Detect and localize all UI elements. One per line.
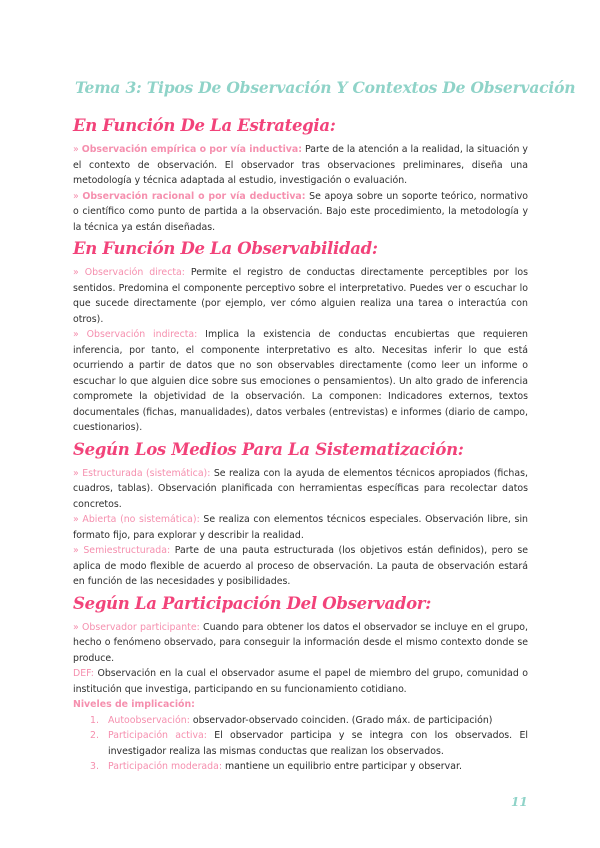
section-heading-observability: En Función De La Observabilidad: bbox=[73, 239, 378, 258]
list-text: El observador participa y se integra con los observados. El investigador realiza las mismas conductas que realizan los observados. bbox=[108, 730, 528, 757]
list-number: 1. bbox=[90, 714, 99, 726]
bullet-icon: » bbox=[73, 514, 79, 525]
list-text: observador-observado coinciden. (Grado máx. de participación) bbox=[189, 714, 493, 726]
section-heading-participation: Según La Participación Del Observador: bbox=[73, 593, 431, 613]
paragraph-direct bbox=[73, 265, 528, 327]
paragraph-rational bbox=[73, 189, 528, 236]
paragraph-semistructured bbox=[73, 543, 528, 590]
levels-title: Niveles de implicación: bbox=[73, 699, 195, 710]
paragraph-participant bbox=[73, 620, 528, 667]
definition-label: DEF: bbox=[73, 668, 94, 679]
bullet-icon: » bbox=[73, 545, 79, 556]
list-number: 3. bbox=[90, 761, 99, 772]
bullet-icon: » bbox=[73, 144, 79, 155]
list-item bbox=[73, 759, 528, 775]
term: Observación indirecta: bbox=[86, 329, 198, 340]
paragraph-indirect bbox=[73, 327, 528, 436]
term: Abierta (no sistemática): bbox=[82, 514, 200, 525]
page-content bbox=[73, 112, 528, 775]
paragraph-empirical bbox=[73, 142, 528, 189]
section-heading-strategy: En Función De La Estrategia: bbox=[73, 116, 336, 135]
levels-list bbox=[73, 713, 528, 775]
paragraph-text: Se realiza con la ayuda de elementos técnicos apropiados (fichas, cuadros, tablas). Observación planificada con herramientas específicas para recolectar datos concretos. bbox=[73, 467, 528, 510]
page-number: 11 bbox=[511, 795, 528, 809]
paragraph-text: Se apoya sobre un soporte teórico, normativo o científico como punto de partida a la observación. Bajo este procedimiento, la metodología y la técnica ya están diseñadas. bbox=[73, 190, 528, 233]
paragraph-text: Implica la existencia de conductas encubiertas que requieren inferencia, por tanto, el componente interpretativo es alto. Necesitas inferir lo que está ocurriendo a partir de datos que no son observables directamente (como leer un informe o escuchar lo que alguien dice sobre sus emociones o pensamientos). Un alto grado de inferencia compromete la objetividad de la observación. La componen: Indicadores externos, textos documentales (fichas, manualidades), datos verbales (entrevistas) e informes (diario de campo, cuestionarios). bbox=[73, 329, 528, 433]
bullet-icon: » bbox=[73, 190, 79, 202]
paragraph-text: Se realiza con elementos técnicos especiales. Observación libre, sin formato fijo, para explorar y describir la realidad. bbox=[73, 514, 528, 541]
section-heading-systematization: Según Los Medios Para La Sistematización: bbox=[73, 439, 464, 459]
bullet-icon: » bbox=[73, 621, 79, 633]
paragraph-definition bbox=[73, 666, 528, 697]
bullet-icon: » bbox=[73, 267, 79, 278]
term: Participación activa: bbox=[108, 730, 207, 741]
paragraph-text: Parte de la atención a la realidad, la situación y el contexto de observación. El observador tras observaciones preliminares, diseña una metodología y técnica adaptada al estudio, investigación o evaluación. bbox=[73, 144, 528, 186]
paragraph-structured bbox=[73, 466, 528, 513]
bullet-icon: » bbox=[73, 329, 79, 340]
list-item bbox=[73, 713, 528, 729]
term: Observación directa: bbox=[84, 267, 185, 278]
term: Observación empírica o por vía inductiva: bbox=[81, 144, 302, 155]
term: Autoobservación: bbox=[108, 714, 190, 726]
list-item bbox=[73, 728, 528, 759]
term: Observador participante: bbox=[82, 621, 200, 633]
term: Observación racional o por vía deductiva: bbox=[82, 190, 306, 202]
paragraph-open bbox=[73, 512, 528, 543]
paragraph-text: Parte de una pauta estructurada (los objetivos están definidos), pero se aplica de modo flexible de acuerdo al proceso de observación. La pauta de observación estará en función de las necesidades y posibilidades. bbox=[73, 545, 528, 587]
list-text: mantiene un equilibrio entre participar y observar. bbox=[222, 761, 462, 772]
list-number: 2. bbox=[90, 730, 99, 741]
term: Semiestructurada: bbox=[83, 545, 171, 556]
paragraph-text: Observación en la cual el observador asume el papel de miembro del grupo, comunidad o institución que investiga, participando en su funcionamiento cotidiano. bbox=[73, 668, 528, 695]
page-title: Tema 3: Tipos De Observación Y Contextos De Observación bbox=[75, 78, 576, 97]
term: Estructurada (sistemática): bbox=[82, 467, 211, 479]
paragraph-text: Permite el registro de conductas directamente perceptibles por los sentidos. Predomina el componente perceptivo sobre el interpretativo. Puedes ver o escuchar lo que sucede directamente (por ejemplo, ver cómo alguien realiza una tarea o interactúa con otros). bbox=[73, 267, 528, 325]
paragraph-text: Cuando para obtener los datos el observador se incluye en el grupo, hecho o fenómeno observado, para conseguir la información desde el mismo contexto donde se produce. bbox=[73, 621, 529, 664]
term: Participación moderada: bbox=[108, 761, 223, 772]
bullet-icon: » bbox=[73, 467, 79, 479]
